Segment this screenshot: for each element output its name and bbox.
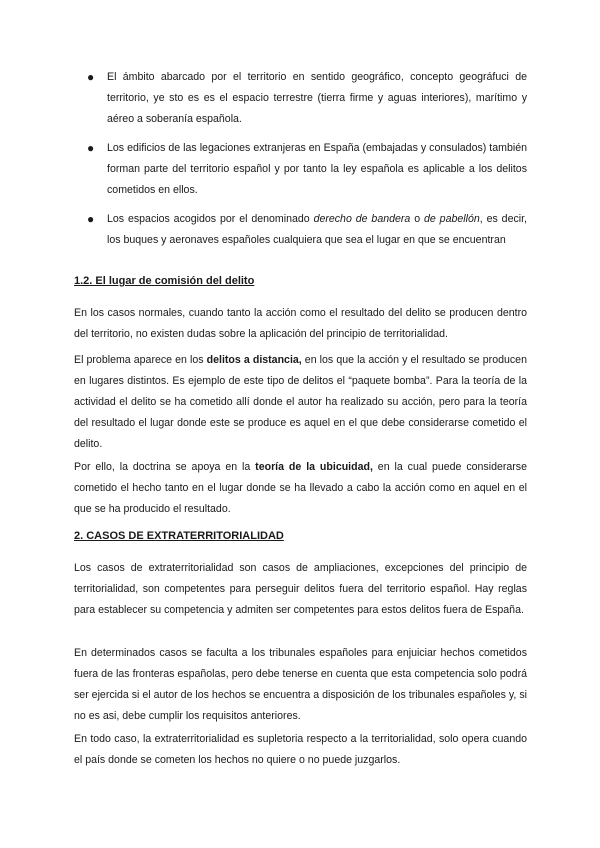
section-heading: 2. CASOS DE EXTRATERRITORIALIDAD [74,530,284,542]
paragraph [74,457,527,520]
paragraph-text: en los que la acción y el resultado se producen en lugares distintos. Es ejemplo de este tipo de delitos el “paquete bomba”. Para la teoría de la actividad el delito se ha cometido allí donde el autor ha realizado su acción, pero para la teoría del resultado el lugar donde este se produce es aquel en el que debe considerarse cometido el delito. [74,354,527,450]
bullet-dot-icon: ● [87,212,95,226]
paragraph [74,350,527,455]
bullet-italic-term: de pabellón [424,213,480,225]
bold-term: teoría de la ubicuidad, [255,461,373,473]
bullet-italic-term: derecho de bandera [313,213,411,225]
list-item [87,209,527,251]
paragraph-text: en la cual puede considerarse cometido el hecho tanto en el lugar donde se ha llevado a cabo la acción como en aquel en el que se ha producido el resultado. [74,461,527,515]
section-heading: 1.2. El lugar de comisión del delito [74,275,255,287]
bold-term: delitos a distancia, [206,354,302,366]
bullet-text: El ámbito abarcado por el territorio en sentido geográfico, concepto geográfuci de territorio, ye sto es es el espacio terrestre (tierra firme y aguas interiores), marítimo y aéreo a soberanía española. [107,71,527,125]
paragraph: En determinados casos se faculta a los tribunales españoles para enjuiciar hechos cometidos fuera de las fronteras españolas, pero debe tenerse en cuenta que esta competencia solo podrá ser ejercida si el autor de los hechos se encuentra a disposición de los tribunales españoles y, si no es asi, debe cumplir los requisitos anteriores. [74,647,527,722]
bullet-dot-icon: ● [87,141,95,155]
bullet-text-start: Los espacios acogidos por el denominado [107,213,314,225]
paragraph: En los casos normales, cuando tanto la acción como el resultado del delito se producen dentro del territorio, no existen dudas sobre la aplicación del principio de territorialidad. [74,307,527,340]
paragraph: Los casos de extraterritorialidad son casos de ampliaciones, excepciones del principio de territorialidad, son competentes para perseguir delitos fuera del territorio español. Hay reglas para establecer su competencia y admiten ser competentes para estos delitos fuera de España. [74,562,527,616]
list-item [87,67,527,130]
bullet-text-end: , es decir, los buques y aeronaves españoles cualquiera que sea el lugar en que se encuentran [107,213,527,246]
paragraph-text: El problema aparece en los [74,354,207,366]
bullet-text-connector: o [410,213,424,225]
list-item [87,138,527,201]
paragraph-text: Por ello, la doctrina se apoya en la [74,461,256,473]
territory-bullet-list [87,67,527,259]
bullet-text: Los edificios de las legaciones extranjeras en España (embajadas y consulados) también forman parte del territorio español y por tanto la ley española es aplicable a los delitos cometidos en ellos. [107,142,527,196]
bullet-dot-icon: ● [87,70,95,84]
paragraph: En todo caso, la extraterritorialidad es supletoria respecto a la territorialidad, solo opera cuando el país donde se cometen los hechos no quiere o no puede juzgarlos. [74,733,527,766]
